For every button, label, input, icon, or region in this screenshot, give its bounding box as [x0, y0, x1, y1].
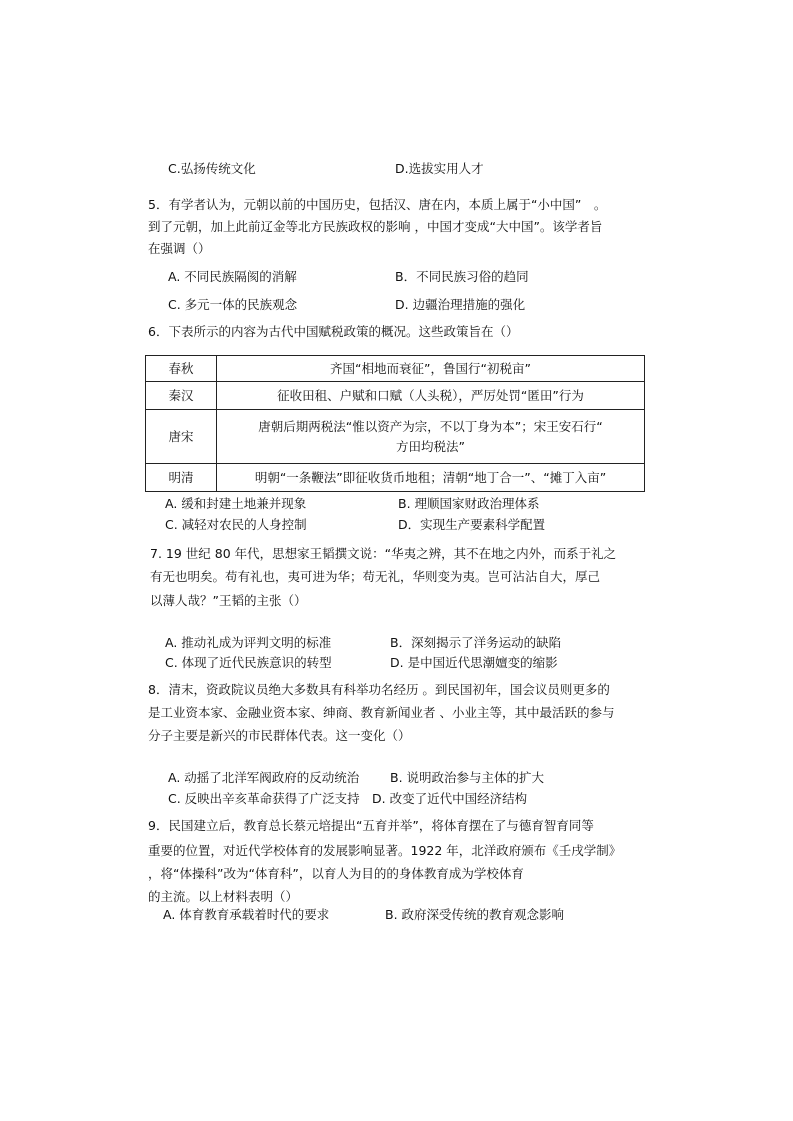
q8-option-b: B. 说明政治参与主体的扩大 — [390, 770, 545, 785]
q9-stem-line-4: 的主流。以上材料表明（） — [148, 889, 299, 904]
q8-option-a: A. 动摇了北洋军阀政府的反动统治 — [168, 770, 360, 785]
q5-option-b: B．不同民族习俗的趋同 — [395, 269, 529, 284]
q7-stem-line-2: 有无也明矣。苟有礼也，夷可进为华；苟无礼，华则变为夷。岂可沾沾自大，厚己 — [150, 569, 601, 584]
q6-option-b: B. 理顺国家财政治理体系 — [398, 496, 540, 511]
q6-option-a: A. 缓和封建土地兼并现象 — [165, 496, 307, 511]
q9-stem-line-1: 9．民国建立后，教育总长蔡元培提出“五育并举”，将体育摆在了与德育智育同等 — [148, 818, 594, 833]
tax-policy-table — [145, 355, 645, 492]
q9-stem-line-2: 重要的位置，对近代学校体育的发展影响显著。1922 年，北洋政府颁布《壬戌学制》 — [148, 843, 622, 858]
q7-stem-line-1: 7. 19 世纪 80 年代，思想家王韬撰文说：“华夷之辨，其不在地之内外，而系于礼之 — [150, 546, 617, 561]
q6-option-d: D．实现生产要素科学配置 — [398, 517, 546, 532]
era-cell: 春秋 — [146, 356, 217, 382]
table-row — [146, 356, 645, 382]
q5-option-c: C. 多元一体的民族观念 — [168, 297, 298, 312]
policy-cell: 明朝“一条鞭法”即征收货币地租；清朝“地丁合一”、“摊丁入亩” — [217, 464, 645, 492]
q5-stem-line-2: 到了元朝，加上此前辽金等北方民族政权的影响 ，中国才变成“大中国”。该学者旨 — [148, 219, 603, 234]
q4-option-c: C.弘扬传统文化 — [168, 161, 256, 176]
era-cell: 秦汉 — [146, 382, 217, 410]
q7-option-a: A. 推动礼成为评判文明的标准 — [165, 635, 332, 650]
q9-stem-line-3: ，将“体操科”改为“体育科”，以育人为目的的身体教育成为学校体育 — [148, 866, 524, 881]
policy-cell: 齐国“相地而衰征”，鲁国行“初税亩” — [217, 356, 645, 382]
table-row — [146, 410, 645, 464]
q7-option-d: D. 是中国近代思潮嬗变的缩影 — [390, 655, 558, 670]
q5-option-d: D. 边疆治理措施的强化 — [395, 297, 526, 312]
q5-option-a: A. 不同民族隔阂的消解 — [168, 269, 297, 284]
q8-stem-line-1: 8．清末，资政院议员绝大多数具有科举功名经历 。到民国初年，国会议员则更多的 — [148, 682, 610, 697]
era-cell: 唐宋 — [146, 410, 217, 464]
q4-option-d: D.选拔实用人才 — [395, 161, 484, 176]
policy-cell: 征收田租、户赋和口赋（人头税），严厉处罚“匿田”行为 — [217, 382, 645, 410]
q8-option-c: C. 反映出辛亥革命获得了广泛支持 — [168, 791, 360, 806]
q9-option-b: B. 政府深受传统的教育观念影响 — [385, 907, 565, 922]
q8-stem-line-3: 分子主要是新兴的市民群体代表。这一变化（） — [148, 728, 411, 743]
policy-cell: 唐朝后期两税法“惟以资产为宗，不以丁身为本”；宋王安石行“ 方田均税法” — [217, 410, 645, 464]
q9-option-a: A. 体育教育承载着时代的要求 — [163, 907, 330, 922]
table-row — [146, 464, 645, 492]
q8-option-d: D. 改变了近代中国经济结构 — [372, 791, 528, 806]
q5-stem-line-1: 5．有学者认为，元朝以前的中国历史，包括汉、唐在内，本质上属于“小中国” 。 — [148, 197, 607, 212]
q6-option-c: C. 减轻对农民的人身控制 — [165, 517, 307, 532]
q8-stem-line-2: 是工业资本家、金融业资本家、绅商、教育新闻业者 、小业主等，其中最活跃的参与 — [148, 705, 615, 720]
q7-option-b: B．深刻揭示了洋务运动的缺陷 — [390, 635, 562, 650]
table-row — [146, 382, 645, 410]
q7-stem-line-3: 以薄人哉？”王韬的主张（） — [150, 593, 307, 608]
era-cell: 明清 — [146, 464, 217, 492]
q6-stem: 6．下表所示的内容为古代中国赋税政策的概况。这些政策旨在（） — [148, 324, 519, 339]
q5-stem-line-3: 在强调（） — [148, 241, 211, 256]
q7-option-c: C. 体现了近代民族意识的转型 — [165, 655, 332, 670]
